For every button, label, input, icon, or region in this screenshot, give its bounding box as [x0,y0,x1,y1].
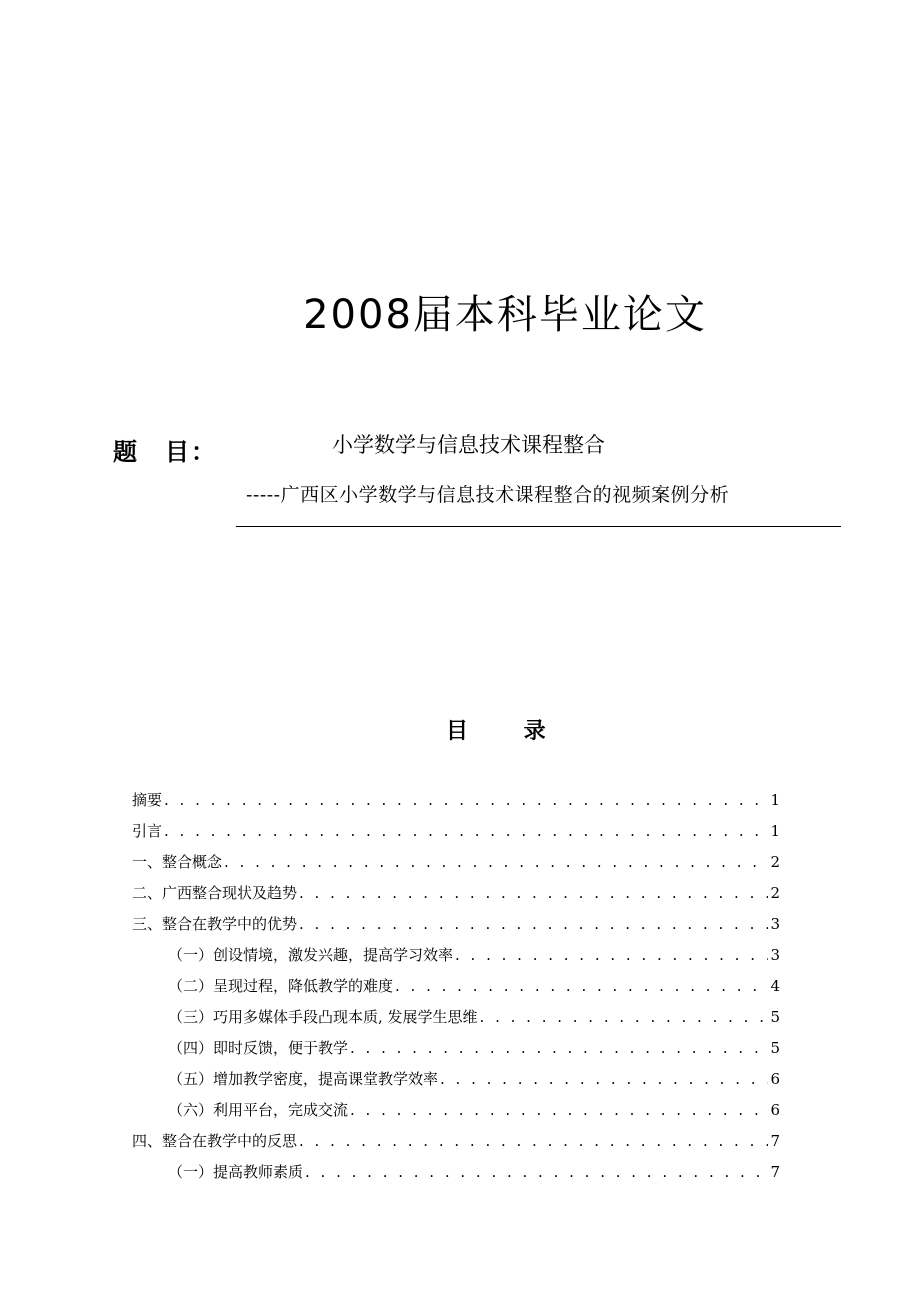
toc-entry-label: （五）增加教学密度，提高课堂教学效率 [168,1070,439,1088]
toc-entry[interactable] [132,1126,780,1157]
toc-entry-page: 4 [770,977,780,995]
toc-leader [480,1002,769,1033]
toc-entry-label: 四、整合在教学中的反思 [132,1132,298,1150]
toc-entry-label: 二、广西整合现状及趋势 [132,884,298,902]
toc-leader [164,785,768,816]
toc-entry-label: （一）创设情境，激发兴趣，提高学习效率 [168,946,454,964]
toc-entry[interactable] [132,816,780,847]
table-of-contents [132,785,780,1188]
toc-entry-page: 6 [770,1070,780,1088]
toc-entry-label: （一）提高教师素质 [168,1163,304,1181]
toc-entry-label: 三、整合在教学中的优势 [132,915,298,933]
subject-subtitle: -----广西区小学数学与信息技术课程整合的视频案例分析 [246,484,730,506]
toc-leader [164,816,768,847]
toc-entry-page: 5 [770,1008,780,1026]
subject-main-title: 小学数学与信息技术课程整合 [332,433,605,457]
toc-leader [350,1095,768,1126]
toc-entry[interactable] [132,1064,780,1095]
toc-entry-label: （三）巧用多媒体手段凸现本质, 发展学生思维 [168,1008,478,1026]
toc-entry-label: （四）即时反馈，便于教学 [168,1039,349,1057]
toc-entry[interactable] [132,847,780,878]
toc-entry-page: 2 [770,884,780,902]
subject-label-part1: 题 [113,438,139,466]
toc-heading: 目 录 [446,719,570,744]
toc-leader [299,1126,768,1157]
toc-entry-label: 一、整合概念 [132,853,223,871]
subject-label [113,432,217,467]
toc-entry-label: （六）利用平台，完成交流 [168,1101,349,1119]
toc-entry-page: 7 [770,1132,780,1150]
toc-entry-page: 6 [770,1101,780,1119]
toc-leader [395,971,768,1002]
toc-entry-page: 1 [770,791,780,809]
toc-leader [224,847,768,878]
toc-entry[interactable] [132,785,780,816]
toc-leader [455,940,768,971]
toc-leader [299,878,768,909]
toc-entry[interactable] [132,878,780,909]
toc-entry-page: 2 [770,853,780,871]
toc-entry-page: 7 [770,1163,780,1181]
toc-leader [299,909,768,940]
toc-leader [440,1064,768,1095]
toc-leader [350,1033,768,1064]
toc-entry-label: （二）呈现过程，降低教学的难度 [168,977,394,995]
toc-entry[interactable] [132,1002,780,1033]
toc-entry-page: 3 [770,946,780,964]
toc-entry[interactable] [132,971,780,1002]
toc-entry[interactable] [132,940,780,971]
toc-entry-label: 摘要 [132,791,163,809]
toc-entry-page: 5 [770,1039,780,1057]
toc-entry[interactable] [132,909,780,940]
toc-entry-page: 1 [770,822,780,840]
toc-leader [305,1157,768,1188]
toc-entry[interactable] [132,1033,780,1064]
subject-label-part2: 目： [165,438,217,466]
toc-entry[interactable] [132,1157,780,1188]
toc-entry[interactable] [132,1095,780,1126]
title-underline [236,526,841,527]
thesis-title: 2008届本科毕业论文 [303,292,707,338]
toc-entry-page: 3 [770,915,780,933]
toc-entry-label: 引言 [132,822,163,840]
